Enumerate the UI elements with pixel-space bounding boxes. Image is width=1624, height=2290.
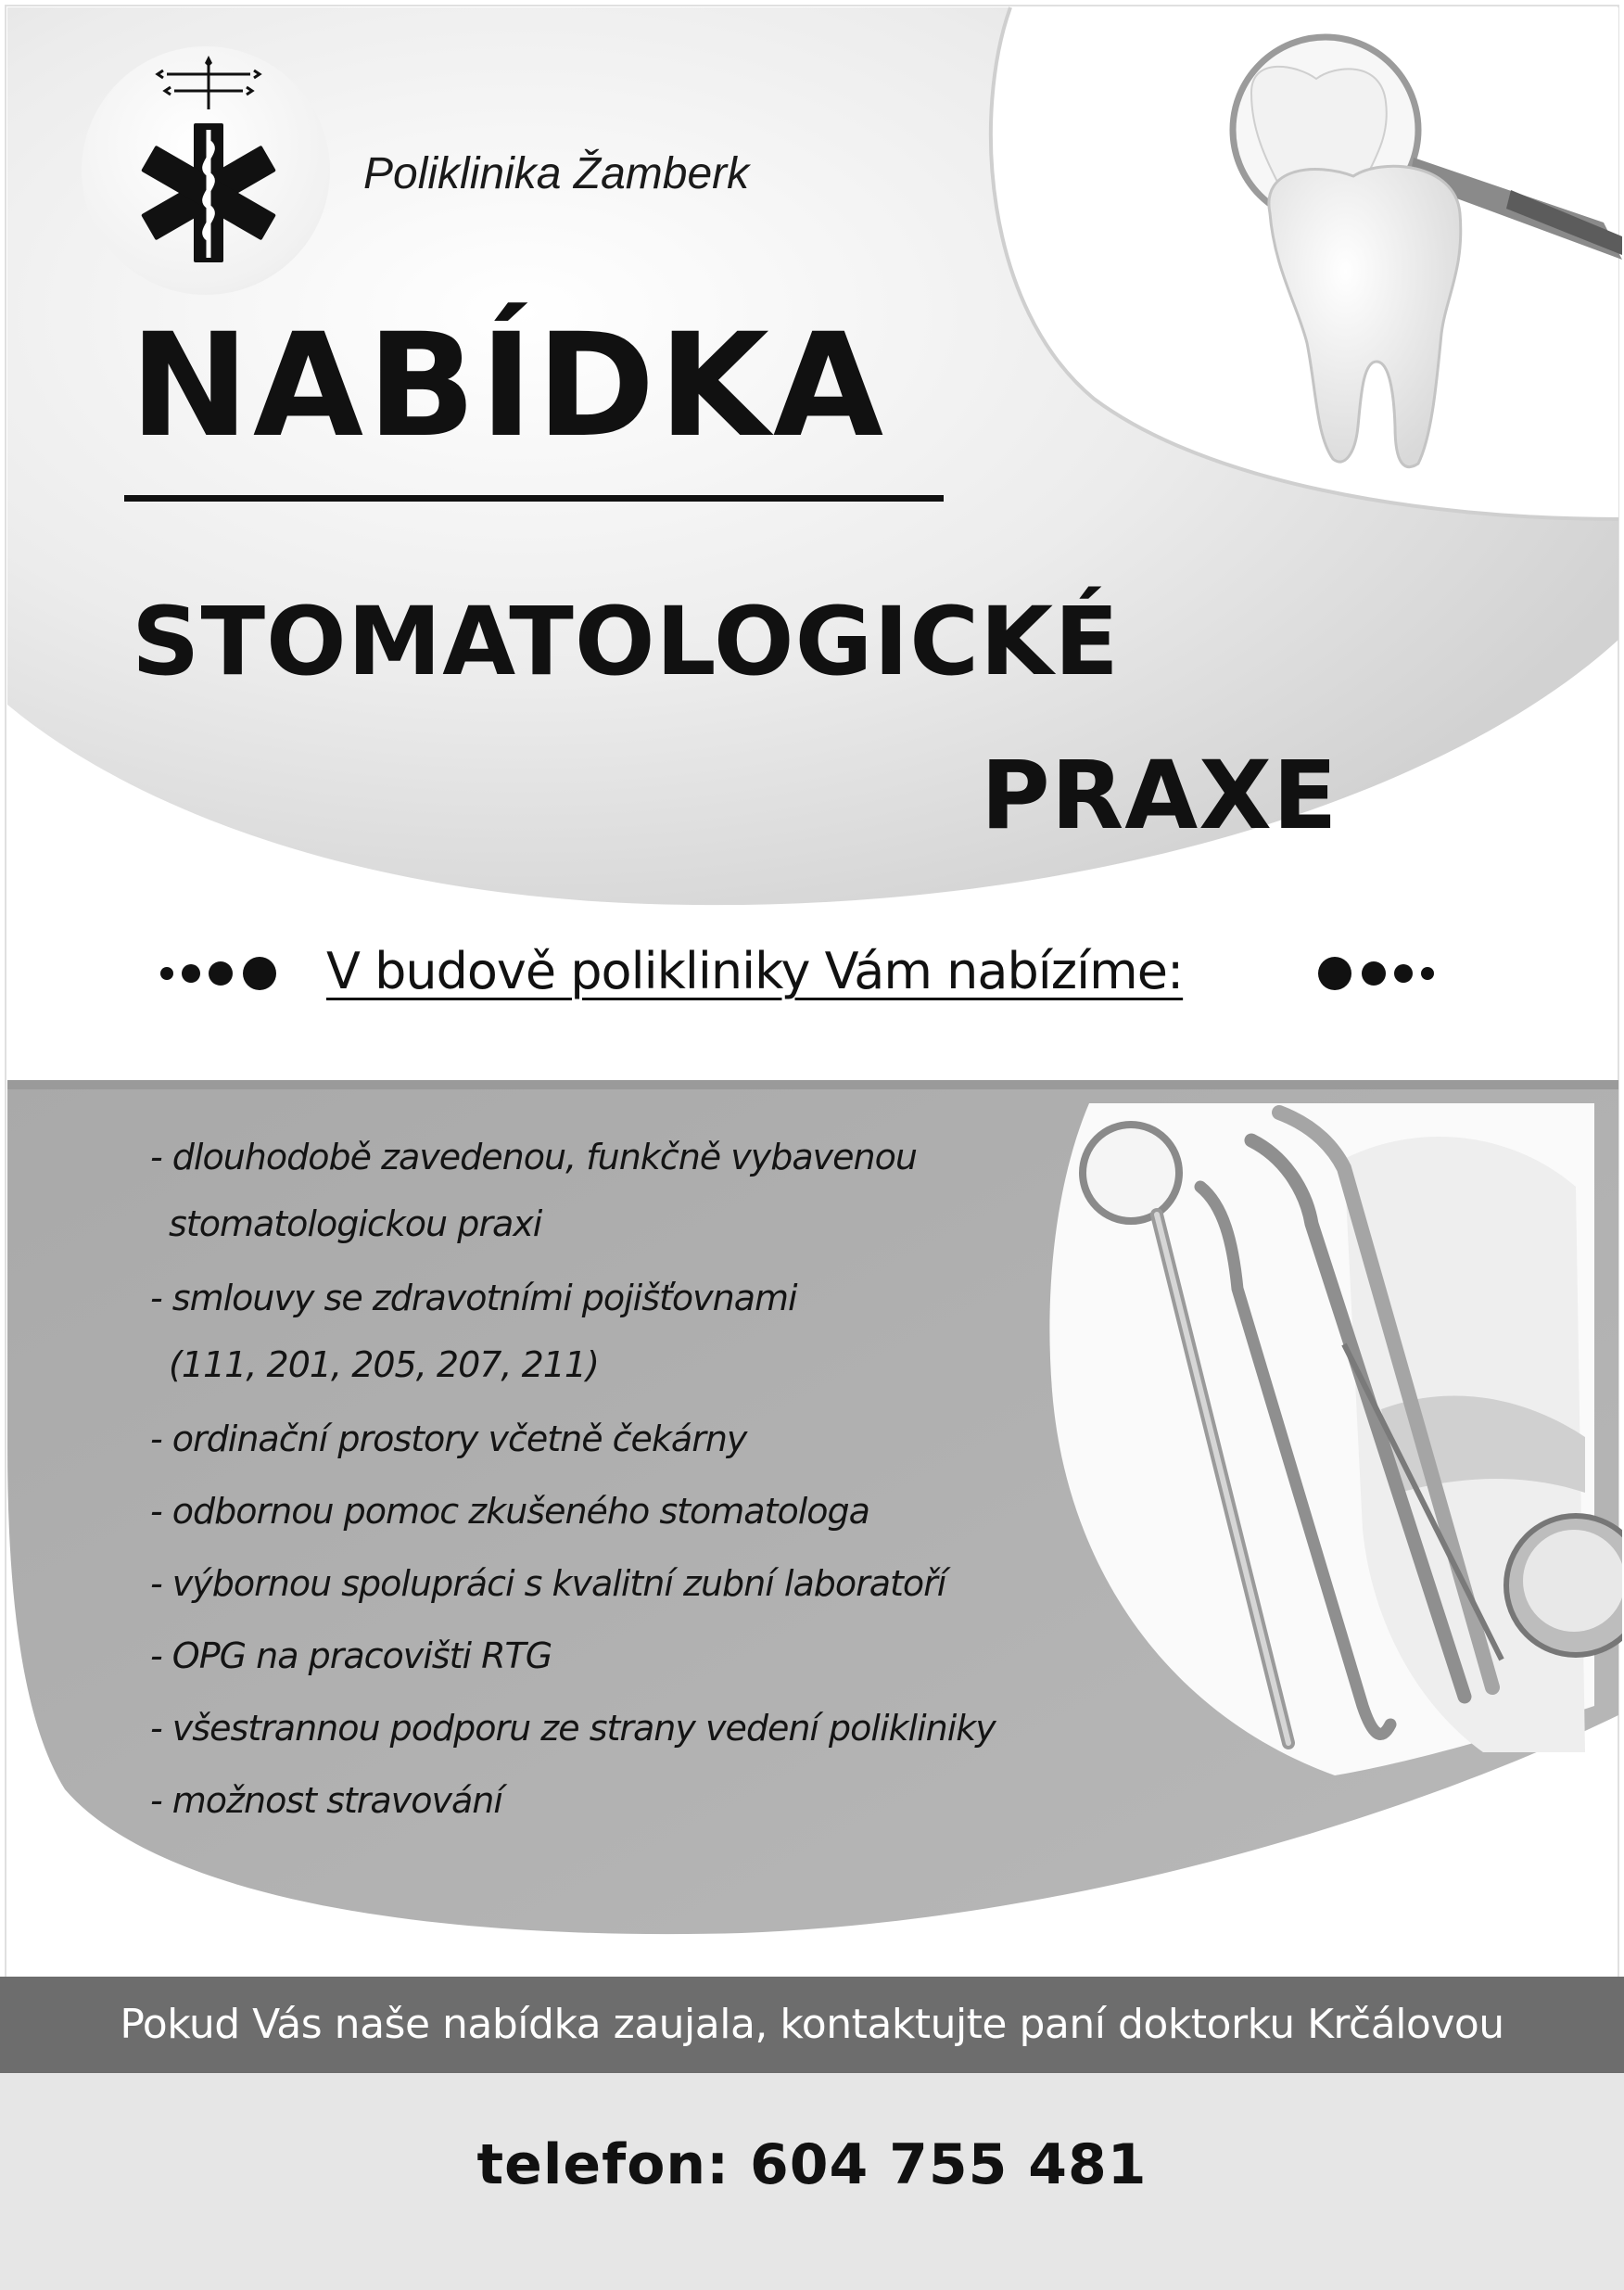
list-item bbox=[150, 1478, 996, 1550]
list-item-line: - možnost stravování bbox=[150, 1780, 502, 1821]
list-item bbox=[150, 1767, 996, 1839]
intro-text: V budově polikliniky Vám nabízíme: bbox=[326, 942, 1184, 1000]
list-item bbox=[150, 1622, 996, 1695]
star-of-life-icon bbox=[130, 54, 287, 267]
list-item bbox=[150, 1550, 996, 1622]
offer-list bbox=[150, 1124, 996, 1839]
list-item-line: - výbornou spolupráci s kvalitní zubní laboratoří bbox=[150, 1563, 946, 1604]
left-dots-decoration bbox=[158, 955, 297, 992]
organization-name: Poliklinika Žamberk bbox=[363, 149, 750, 198]
list-item bbox=[150, 1124, 996, 1265]
list-item-line: - ordinační prostory včetně čekárny bbox=[150, 1419, 747, 1459]
list-item bbox=[150, 1265, 996, 1406]
list-item-line: - OPG na pracovišti RTG bbox=[150, 1635, 552, 1676]
list-item-line: - dlouhodobě zavedenou, funkčně vybavenou bbox=[150, 1137, 917, 1177]
phone-number[interactable]: telefon: 604 755 481 bbox=[476, 2132, 1148, 2197]
list-item-line: - všestrannou podporu ze strany vedení polikliniky bbox=[150, 1708, 996, 1749]
list-item-line-continued: stomatologickou praxi bbox=[169, 1203, 542, 1244]
dental-instruments-icon bbox=[1066, 1103, 1622, 1789]
list-item bbox=[150, 1695, 996, 1767]
list-item-line: - smlouvy se zdravotními pojišťovnami bbox=[150, 1278, 797, 1318]
list-item bbox=[150, 1406, 996, 1478]
right-dots-decoration bbox=[1316, 955, 1455, 992]
tooth-with-dental-mirror-icon bbox=[1196, 28, 1622, 491]
headline-underline bbox=[124, 495, 944, 502]
contact-prompt: Pokud Vás naše nabídka zaujala, kontaktujte paní doktorku Krčálovou bbox=[120, 2001, 1504, 2048]
headline-dental: STOMATOLOGICKÉ bbox=[132, 587, 1120, 697]
headline-practice: PRAXE bbox=[981, 741, 1339, 851]
list-item-line: - odbornou pomoc zkušeného stomatologa bbox=[150, 1491, 869, 1532]
list-item-line-continued: (111, 201, 205, 207, 211) bbox=[169, 1344, 599, 1385]
headline-offer: NABÍDKA bbox=[130, 303, 888, 469]
